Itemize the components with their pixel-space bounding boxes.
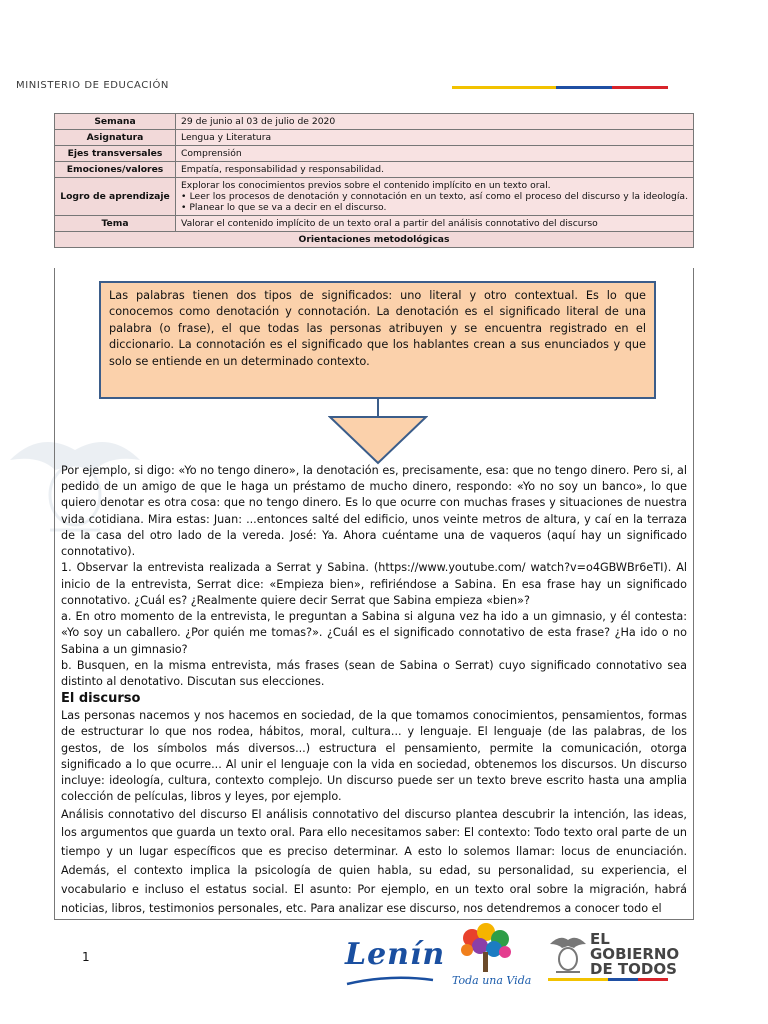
emociones-value: Empatía, responsabilidad y responsabilidad. [176, 162, 694, 178]
body-text [61, 463, 687, 918]
flag-yellow-stripe [452, 86, 556, 89]
semana-label: Semana [55, 114, 176, 130]
table-row [55, 232, 694, 248]
page-number: 1 [82, 950, 90, 964]
ejes-value: Comprensión [176, 146, 694, 162]
paragraph-activity-a: a. En otro momento de la entrevista, le preguntan a Sabina si alguna vez ha ido a un gimnasio, y él contesta: «Yo soy un caballero. ¿Por quién me tomas?». ¿Cuál es el significado connotativo de esta frase? ¿Ha ido o no Sabina a un gimnasio? [61, 610, 687, 656]
ejes-label: Ejes transversales [55, 146, 176, 162]
paragraph-example: Por ejemplo, si digo: «Yo no tengo dinero», la denotación es, precisamente, esa: que no tengo dinero. Pero si, al pedido de un amigo de que le haga un préstamo de mucho dinero, respondo: «Yo no soy un banco», lo que quiero denotar es otra cosa: que no tengo dinero. Es lo que ocurre con muchas frases y situaciones de nuestra vida cotidiana. Mira estas: Juan: ...entonces salté del edificio, unos veinte metros de altura, y caí en la terraza de la casa del otro lado de la vereda. José: Ya. Ahora cuéntame una de vaqueros (aquí hay un significado connotativo). [61, 464, 687, 559]
paragraph-analisis: Análisis connotativo del discurso El análisis connotativo del discurso plantea descubrir la intención, las ideas, los argumentos que guarda un texto oral. Para ello necesitamos saber: El contexto: Todo texto oral parte de un tiempo y un lugar específicos que es preciso determinar. A esto lo solemos llamar: locus de enunciación. Además, el contexto implica la psicología de quien habla, su edad, su personalidad, su experiencia, el vocabulario e incluso el estatus social. El asunto: Por ejemplo, en un texto oral sobre la migración, habrá noticias, libros, testimonios personales, etc. Para analizar ese discurso, nos detendremos a conocer todo el [61, 807, 687, 915]
toda-una-vida-logo: Toda una Vida [452, 974, 532, 987]
lenin-logo: Lenín [345, 937, 446, 972]
table-row [55, 178, 694, 216]
asignatura-value: Lengua y Literatura [176, 130, 694, 146]
tema-label: Tema [55, 216, 176, 232]
section-heading-discurso: El discurso [61, 691, 141, 707]
gobierno-de-todos-logo: EL GOBIERNO DE TODOS [590, 930, 680, 978]
tree-of-life-logo-icon [450, 922, 520, 977]
paragraph-activity-b: b. Busquen, en la misma entrevista, más frases (sean de Sabina o Serrat) cuyo significado connotativo sea distinto al denotativo. Discutan sus elecciones. [61, 658, 687, 689]
emociones-label: Emociones/valores [55, 162, 176, 178]
tema-value: Valorar el contenido implícito de un texto oral a partir del análisis connotativo del discurso [176, 216, 694, 232]
flag-blue-stripe [556, 86, 612, 89]
definition-callout: Las palabras tienen dos tipos de significados: uno literal y otro contextual. Es lo que conocemos como denotación y connotación. La denotación es el significado literal de una palabra (o frase), el que todas las personas atribuyen y se encuentra registrado en el diccionario. La connotación es el significado que los hablantes crean a sus enunciados y que solo se entiende en un determinado contexto. [99, 281, 656, 399]
table-row [55, 130, 694, 146]
table-row [55, 114, 694, 130]
table-row [55, 146, 694, 162]
orientaciones-header: Orientaciones metodológicas [55, 232, 694, 248]
logro-value-line-1: Explorar los conocimientos previos sobre el contenido implícito en un texto oral. [181, 180, 551, 192]
asignatura-label: Asignatura [55, 130, 176, 146]
lenin-logo-swoosh-icon [345, 976, 435, 986]
paragraph-activity-1: 1. Observar la entrevista realizada a Serrat y Sabina. (https://www.youtube.com/ watch?v=o4GBWBr6eTI). Al inicio de la entrevista, Serrat dice: «Empieza bien», refiriéndose a Sabina. En esa frase hay un significado connotativo. ¿Cuál es? ¿Realmente quiere decir Serrat que Sabina empieza «bien»? [61, 561, 687, 607]
coat-of-arms-icon [548, 932, 588, 976]
paragraph-discurso: Las personas nacemos y nos hacemos en sociedad, de la que tomamos conocimientos, pensamientos, formas de estructurar lo que nos rodea, hábitos, moral, cultura... y lenguaje. El lenguaje (de las palabras, de los gestos, de los símbolos más diversos...) estructura el pensamiento, permite la comunicación, otorga significado a lo que ocurre... Al unir el lenguaje con la vida en sociedad, obtenemos los discursos. Un discurso incluye: ideología, cultura, contexto complejo. Un discurso puede ser un texto breve escrito hasta una amplia colección de películas, libros y leyes, por ejemplo. [61, 709, 687, 804]
logro-label: Logro de aprendizaje [55, 178, 176, 216]
ministry-name: MINISTERIO DE EDUCACIÓN [16, 80, 169, 91]
semana-value: 29 de junio al 03 de julio de 2020 [176, 114, 694, 130]
flag-red-stripe [612, 86, 668, 89]
logro-value-line-2: • Leer los procesos de denotación y connotación en un texto, así como el proceso del discurso y la ideología. • Planear lo que se va a decir en el discurso. [181, 191, 688, 214]
down-arrow-icon [328, 399, 428, 465]
gobierno-flag-bar [548, 978, 668, 981]
table-row [55, 216, 694, 232]
info-table [54, 113, 694, 248]
logro-value [176, 178, 694, 216]
table-row [55, 162, 694, 178]
flag-color-bar [452, 86, 668, 89]
